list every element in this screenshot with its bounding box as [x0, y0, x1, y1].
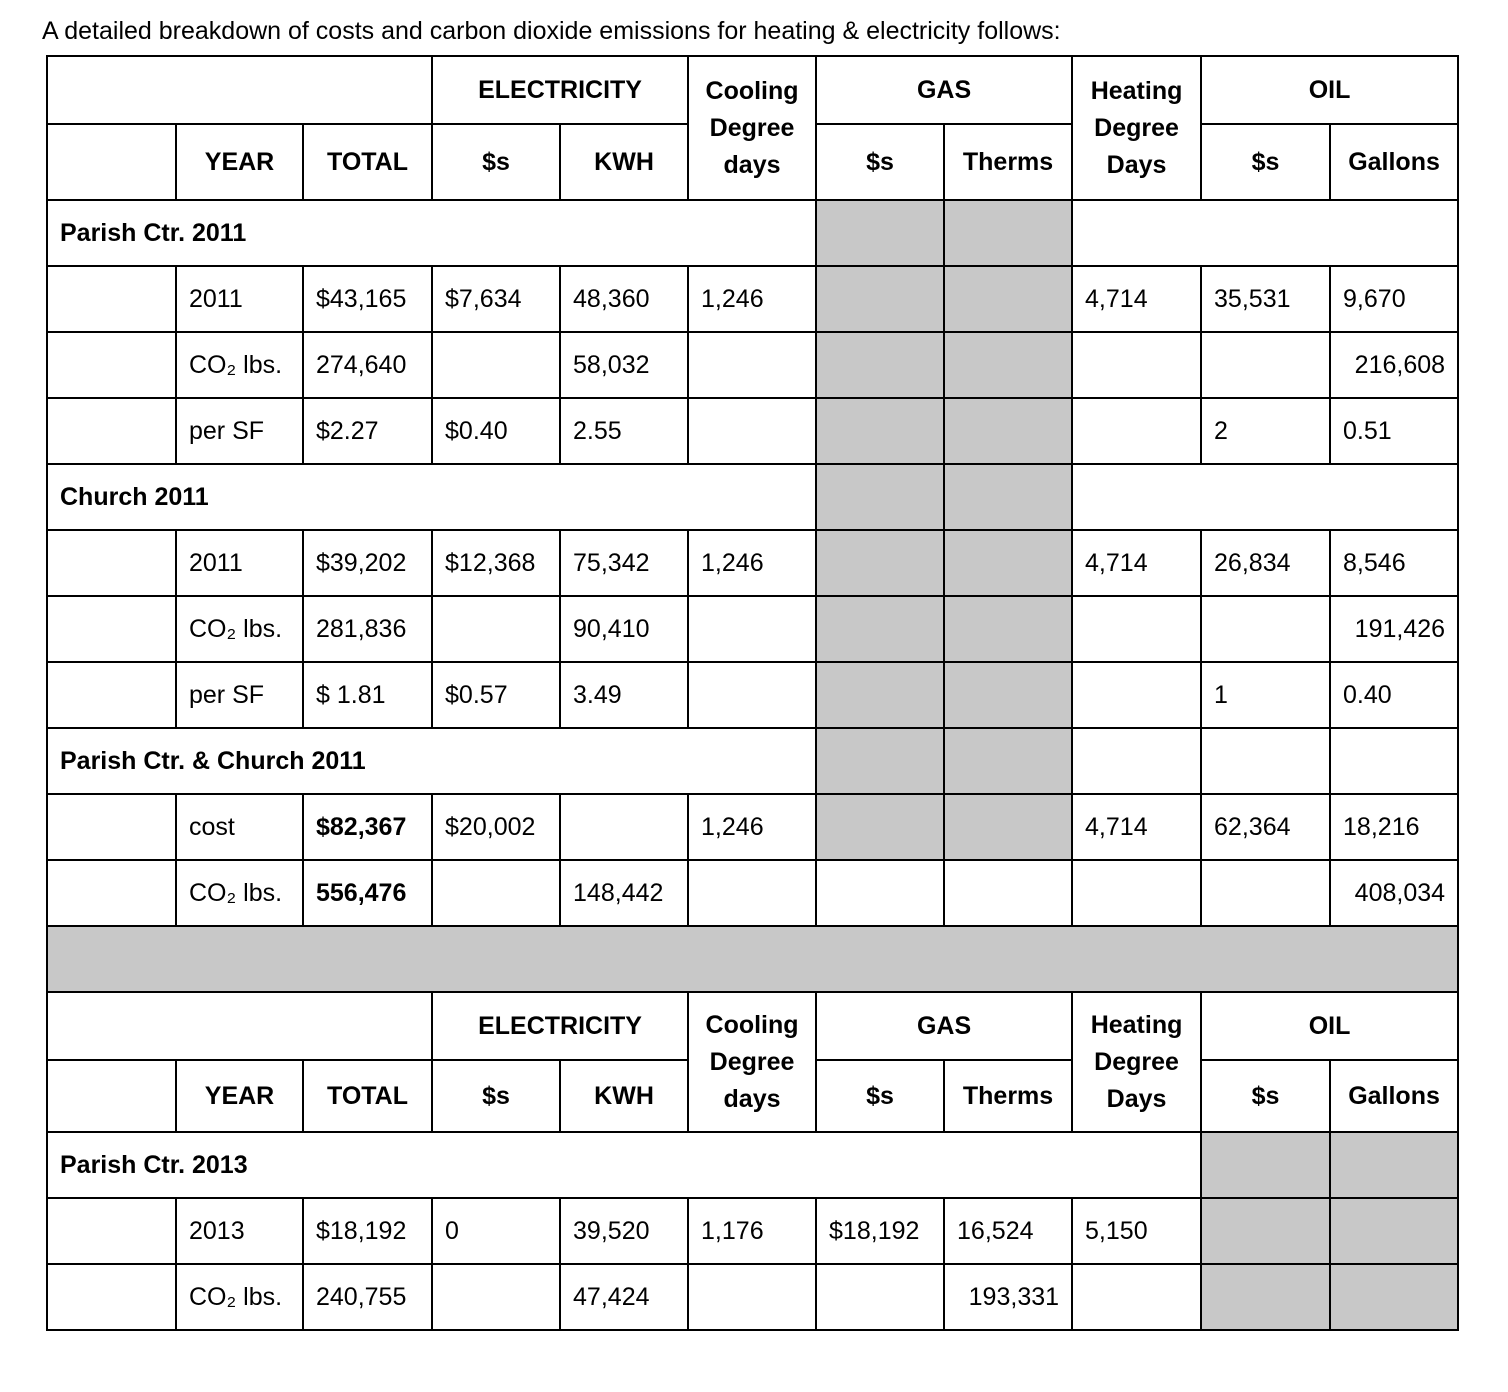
section-row-parish-2013 — [47, 1132, 1458, 1198]
header-electricity: ELECTRICITY — [432, 56, 688, 124]
header-oil-dollars: $s — [1201, 1060, 1330, 1132]
header-cooling-degree-days: Cooling Degree days — [688, 992, 816, 1132]
section-title: Church 2011 — [47, 464, 816, 530]
cell-total: $ 1.81 — [303, 662, 432, 728]
shaded-cell — [816, 200, 944, 266]
cell-gallons: 216,608 — [1330, 332, 1458, 398]
cell-kwh: 75,342 — [560, 530, 688, 596]
cell-oil-dollars: 2 — [1201, 398, 1330, 464]
shaded-cell — [944, 794, 1072, 860]
cell-oil-dollars: 1 — [1201, 662, 1330, 728]
header-heating-degree-days: Heating Degree Days — [1072, 56, 1201, 200]
section-title: Parish Ctr. & Church 2011 — [47, 728, 816, 794]
table-row — [47, 1198, 1458, 1264]
section-title: Parish Ctr. 2013 — [47, 1132, 1201, 1198]
header-row-1 — [47, 56, 1458, 124]
shaded-cell — [816, 332, 944, 398]
header-oil-dollars: $s — [1201, 124, 1330, 200]
header-electricity-dollars: $s — [432, 1060, 560, 1132]
cell-total: $82,367 — [303, 794, 432, 860]
cell-heating-degree-days: 5,150 — [1072, 1198, 1201, 1264]
cell-gallons: 0.51 — [1330, 398, 1458, 464]
shaded-cell — [816, 794, 944, 860]
shaded-cell — [1330, 1198, 1458, 1264]
row-label: per SF — [176, 398, 303, 464]
header-blank — [47, 992, 432, 1060]
header-therms: Therms — [944, 124, 1072, 200]
cell-heating-degree-days: 4,714 — [1072, 266, 1201, 332]
shaded-cell — [816, 728, 944, 794]
header-oil: OIL — [1201, 992, 1458, 1060]
cell-kwh: 2.55 — [560, 398, 688, 464]
shaded-cell — [1201, 1132, 1330, 1198]
cell-gallons: 0.40 — [1330, 662, 1458, 728]
cell-kwh: 39,520 — [560, 1198, 688, 1264]
header-heating-degree-days: Heating Degree Days — [1072, 992, 1201, 1132]
cell-kwh: 148,442 — [560, 860, 688, 926]
cell-kwh: 58,032 — [560, 332, 688, 398]
cell-electricity-dollars: $0.57 — [432, 662, 560, 728]
header-electricity-dollars: $s — [432, 124, 560, 200]
header-blank — [47, 1060, 176, 1132]
shaded-cell — [1201, 1198, 1330, 1264]
shaded-cell — [944, 530, 1072, 596]
header-gallons: Gallons — [1330, 124, 1458, 200]
cell-therms: 193,331 — [944, 1264, 1072, 1330]
table-row — [47, 662, 1458, 728]
cell-kwh: 48,360 — [560, 266, 688, 332]
intro-text: A detailed breakdown of costs and carbon dioxide emissions for heating & electricity follows: — [42, 17, 1061, 45]
table-row — [47, 1264, 1458, 1330]
header-gas: GAS — [816, 56, 1072, 124]
table-row — [47, 332, 1458, 398]
row-label: CO₂ lbs. — [176, 1264, 303, 1330]
cell-gallons: 9,670 — [1330, 266, 1458, 332]
cell-gallons: 8,546 — [1330, 530, 1458, 596]
table-row — [47, 530, 1458, 596]
section-row-parish-2011 — [47, 200, 1458, 266]
shaded-cell — [944, 200, 1072, 266]
cell-electricity-dollars: $20,002 — [432, 794, 560, 860]
cell-kwh: 90,410 — [560, 596, 688, 662]
cell-oil-dollars: 35,531 — [1201, 266, 1330, 332]
cell-electricity-dollars: $12,368 — [432, 530, 560, 596]
blank-cell — [1072, 200, 1458, 266]
shaded-cell — [944, 266, 1072, 332]
cell-heating-degree-days: 4,714 — [1072, 530, 1201, 596]
section-row-combined-2011 — [47, 728, 1458, 794]
row-label: 2011 — [176, 266, 303, 332]
cell-cooling-degree-days: 1,246 — [688, 794, 816, 860]
table-row — [47, 860, 1458, 926]
cell-cooling-degree-days: 1,176 — [688, 1198, 816, 1264]
cell-kwh: 47,424 — [560, 1264, 688, 1330]
header-year: YEAR — [176, 124, 303, 200]
cell-total: 281,836 — [303, 596, 432, 662]
header-gas: GAS — [816, 992, 1072, 1060]
shaded-cell — [944, 728, 1072, 794]
shaded-cell — [1201, 1264, 1330, 1330]
shaded-cell — [944, 596, 1072, 662]
cell-oil-dollars: 62,364 — [1201, 794, 1330, 860]
cell-kwh: 3.49 — [560, 662, 688, 728]
row-label: cost — [176, 794, 303, 860]
header-total: TOTAL — [303, 1060, 432, 1132]
cell-gallons: 408,034 — [1330, 860, 1458, 926]
shaded-cell — [944, 662, 1072, 728]
shaded-cell — [1330, 1264, 1458, 1330]
section-row-church-2011 — [47, 464, 1458, 530]
cell-gallons: 191,426 — [1330, 596, 1458, 662]
row-label: 2013 — [176, 1198, 303, 1264]
shaded-cell — [816, 464, 944, 530]
section-title: Parish Ctr. 2011 — [47, 200, 816, 266]
cell-gas-dollars: $18,192 — [816, 1198, 944, 1264]
table-row — [47, 266, 1458, 332]
cell-total: $2.27 — [303, 398, 432, 464]
header-blank — [47, 124, 176, 200]
header-total: TOTAL — [303, 124, 432, 200]
cell-electricity-dollars: 0 — [432, 1198, 560, 1264]
table-row — [47, 398, 1458, 464]
cell-total: $43,165 — [303, 266, 432, 332]
header-oil: OIL — [1201, 56, 1458, 124]
cell-heating-degree-days: 4,714 — [1072, 794, 1201, 860]
header-year: YEAR — [176, 1060, 303, 1132]
shaded-cell — [816, 596, 944, 662]
shaded-cell — [816, 398, 944, 464]
energy-table — [46, 55, 1459, 1331]
cell-total: $39,202 — [303, 530, 432, 596]
cell-total: 240,755 — [303, 1264, 432, 1330]
cell-cooling-degree-days: 1,246 — [688, 266, 816, 332]
shaded-cell — [816, 266, 944, 332]
shaded-cell — [816, 530, 944, 596]
shaded-cell — [1330, 1132, 1458, 1198]
header-cooling-degree-days: Cooling Degree days — [688, 56, 816, 200]
header-kwh: KWH — [560, 124, 688, 200]
shaded-cell — [944, 398, 1072, 464]
spacer-row — [47, 926, 1458, 992]
table-row — [47, 596, 1458, 662]
cell-total: $18,192 — [303, 1198, 432, 1264]
header-gas-dollars: $s — [816, 1060, 944, 1132]
row-label: 2011 — [176, 530, 303, 596]
cell-therms: 16,524 — [944, 1198, 1072, 1264]
cell-electricity-dollars: $7,634 — [432, 266, 560, 332]
row-label: CO₂ lbs. — [176, 332, 303, 398]
cell-electricity-dollars: $0.40 — [432, 398, 560, 464]
header-kwh: KWH — [560, 1060, 688, 1132]
shaded-cell — [944, 332, 1072, 398]
row-label: CO₂ lbs. — [176, 596, 303, 662]
shaded-spacer — [47, 926, 1458, 992]
blank-cell — [1072, 464, 1458, 530]
row-label: CO₂ lbs. — [176, 860, 303, 926]
cell-oil-dollars: 26,834 — [1201, 530, 1330, 596]
cell-cooling-degree-days: 1,246 — [688, 530, 816, 596]
header-row-1 — [47, 992, 1458, 1060]
header-blank — [47, 56, 432, 124]
header-electricity: ELECTRICITY — [432, 992, 688, 1060]
cell-total: 556,476 — [303, 860, 432, 926]
header-gallons: Gallons — [1330, 1060, 1458, 1132]
shaded-cell — [816, 662, 944, 728]
header-therms: Therms — [944, 1060, 1072, 1132]
shaded-cell — [944, 464, 1072, 530]
row-label: per SF — [176, 662, 303, 728]
cell-gallons: 18,216 — [1330, 794, 1458, 860]
header-gas-dollars: $s — [816, 124, 944, 200]
cell-total: 274,640 — [303, 332, 432, 398]
table-row — [47, 794, 1458, 860]
